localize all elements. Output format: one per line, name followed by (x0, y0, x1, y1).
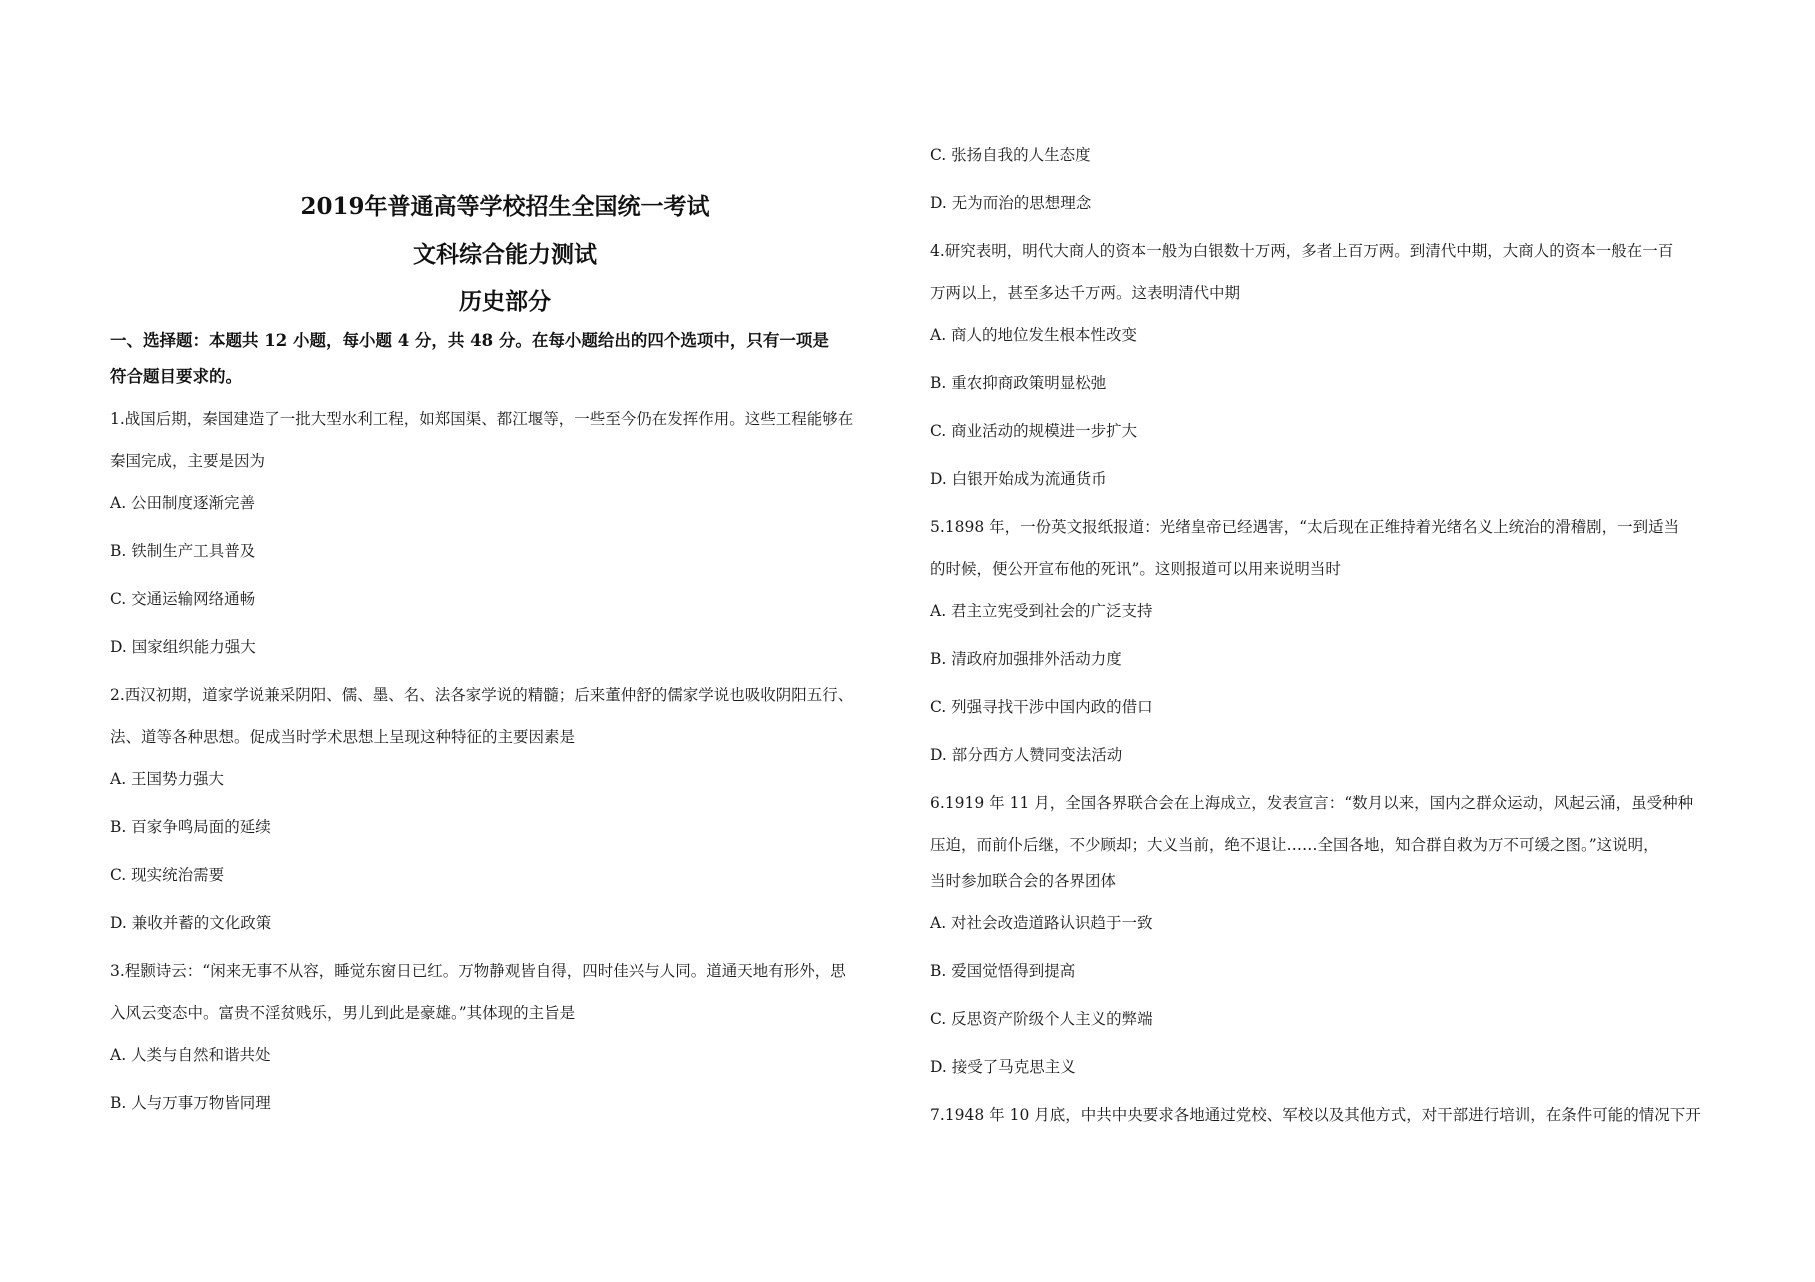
question-1-option-c: C. 交通运输网络通畅 (110, 590, 256, 608)
question-3-option-c: C. 张扬自我的人生态度 (930, 146, 1091, 164)
question-6-option-a: A. 对社会改造道路认识趋于一致 (930, 914, 1153, 932)
question-6-option-c: C. 反思资产阶级个人主义的弊端 (930, 1010, 1153, 1028)
question-5-option-c: C. 列强寻找干涉中国内政的借口 (930, 698, 1153, 716)
question-6-stem-line2: 压迫，而前仆后继，不少顾却；大义当前，绝不退让……全国各地，知合群自救为万不可缓之图。”这说明， (930, 836, 1659, 854)
question-2-stem-line1: 2.西汉初期，道家学说兼采阴阳、儒、墨、名、法各家学说的精髓；后来董仲舒的儒家学说也吸收阴阳五行、 (110, 686, 854, 704)
question-6-stem-line3: 当时参加联合会的各界团体 (930, 872, 1117, 890)
exam-title: 2019年普通高等学校招生全国统一考试 (300, 193, 710, 220)
question-3-option-a: A. 人类与自然和谐共处 (110, 1046, 271, 1064)
question-1-stem-line1: 1.战国后期，秦国建造了一批大型水利工程，如郑国渠、都江堰等，一些至今仍在发挥作用。这些工程能够在 (110, 410, 854, 428)
question-3-stem-line2: 入风云变态中。富贵不淫贫贱乐，男儿到此是豪雄。”其体现的主旨是 (110, 1004, 576, 1022)
question-5-option-a: A. 君主立宪受到社会的广泛支持 (930, 602, 1153, 620)
section-instructions-line1: 一、选择题：本题共 12 小题，每小题 4 分，共 48 分。在每小题给出的四个选项中，只有一项是 (110, 331, 829, 350)
question-2-option-d: D. 兼收并蓄的文化政策 (110, 914, 272, 932)
question-1-stem-line2: 秦国完成，主要是因为 (110, 452, 266, 470)
question-5-stem-line1: 5.1898 年，一份英文报纸报道：光绪皇帝已经遇害，“太后现在正维持着光绪名义上统治的滑稽剧，一到适当 (930, 518, 1680, 536)
section-subject-title: 历史部分 (459, 288, 551, 315)
question-3-option-d: D. 无为而治的思想理念 (930, 194, 1092, 212)
question-2-stem-line2: 法、道等各种思想。促成当时学术思想上呈现这种特征的主要因素是 (110, 728, 576, 746)
question-4-stem-line1: 4.研究表明，明代大商人的资本一般为白银数十万两，多者上百万两。到清代中期，大商人的资本一般在一百 (930, 242, 1674, 260)
question-4-option-a: A. 商人的地位发生根本性改变 (930, 326, 1138, 344)
question-5-stem-line2: 的时候，便公开宣布他的死讯”。这则报道可以用来说明当时 (930, 560, 1341, 578)
question-4-option-c: C. 商业活动的规模进一步扩大 (930, 422, 1138, 440)
question-3-stem-line1: 3.程颢诗云：“闲来无事不从容，睡觉东窗日已红。万物静观皆自得，四时佳兴与人同。道通天地有形外，思 (110, 962, 846, 980)
question-4-option-b: B. 重农抑商政策明显松弛 (930, 374, 1107, 392)
question-1-option-d: D. 国家组织能力强大 (110, 638, 256, 656)
section-instructions-line2: 符合题目要求的。 (110, 367, 242, 386)
question-6-option-b: B. 爱国觉悟得到提高 (930, 962, 1076, 980)
question-3-option-b: B. 人与万事万物皆同理 (110, 1094, 271, 1112)
question-6-stem-line1: 6.1919 年 11 月，全国各界联合会在上海成立，发表宣言：“数月以来，国内之群众运动，风起云涌，虽受种种 (930, 794, 1694, 812)
question-1-option-a: A. 公田制度逐渐完善 (110, 494, 256, 512)
question-2-option-a: A. 王国势力强大 (110, 770, 225, 788)
question-4-stem-line2: 万两以上，甚至多达千万两。这表明清代中期 (930, 284, 1241, 302)
question-2-option-c: C. 现实统治需要 (110, 866, 225, 884)
question-7-stem-line1: 7.1948 年 10 月底，中共中央要求各地通过党校、军校以及其他方式，对干部进行培训，在条件可能的情况下开 (930, 1106, 1701, 1124)
exam-subtitle: 文科综合能力测试 (413, 241, 597, 268)
question-6-option-d: D. 接受了马克思主义 (930, 1058, 1076, 1076)
question-2-option-b: B. 百家争鸣局面的延续 (110, 818, 271, 836)
question-1-option-b: B. 铁制生产工具普及 (110, 542, 256, 560)
question-4-option-d: D. 白银开始成为流通货币 (930, 470, 1107, 488)
question-5-option-b: B. 清政府加强排外活动力度 (930, 650, 1122, 668)
question-5-option-d: D. 部分西方人赞同变法活动 (930, 746, 1123, 764)
